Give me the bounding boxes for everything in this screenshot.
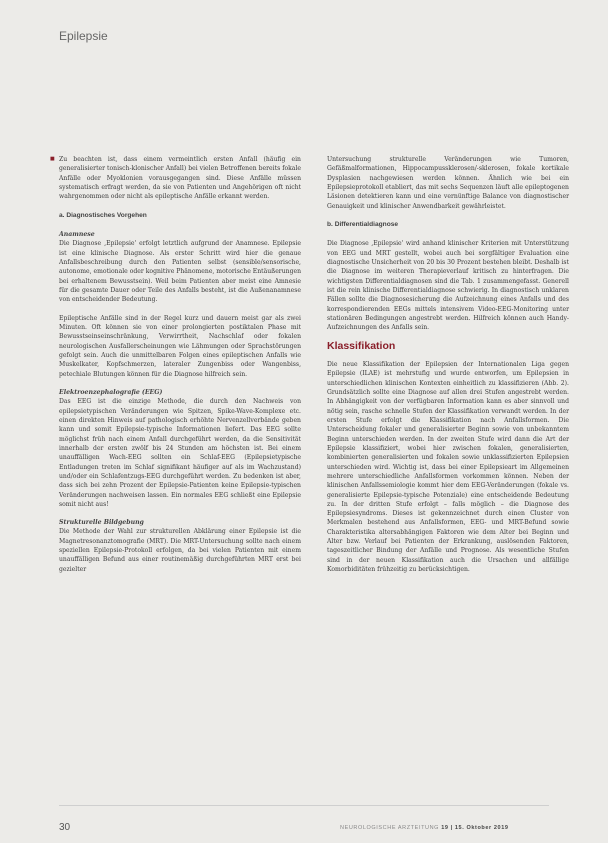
paragraph-differentialdiagnose: Die Diagnose ‚Epilepsie' wird anhand klinischer Kriterien mit Unterstützung von EEG und MRT gestellt, wobei auch bei sorgfältiger Evaluation eine diagnostische Unsicherheit von 20 bis 30 Prozent bestehen bleibt. Deshalb ist die Diagnose im weiteren Therapieverlauf kritisch zu hinterfragen. Die wichtigsten Differentialdiagnosen sind die Tab. 1 zusammengefasst. Generell ist die rein klinische Differentialdiagnose schwierig. In diagnostisch unklaren Fällen sollte die Diagnosesicherung die Aufzeichnung eines Anfalls und des korrespondierenden EEGs mittels intensivem Video-EEG-Monitoring unter stationären Bedingungen angestrebt werden. Hilfreich können auch Handy-Aufzeichnungen des Anfalls sein. xyxy=(327,240,569,332)
subheading-eeg: Elektroenzephalografie (EEG) xyxy=(59,388,163,396)
paragraph-anfaelle: Epileptische Anfälle sind in der Regel kurz und dauern meist gar als zwei Minuten. Oft können sie von einer prolongierten postiktalen Phase mit Bewusstseinseinschränkung, Verwirrtheit, Nachschlaf oder fokalen neurologischen Ausfallerscheinungen wie Lähmungen oder Sprachstörungen gefolgt sein. Auch die unmittelbaren Folgen eines epileptischen Anfalls wie Muskelkater, Kopfschmerzen, lateraler Zungenbiss oder Wangenbiss, petechiale Blutungen können für die Diagnose hilfreich sein. xyxy=(59,314,301,378)
journal-footer xyxy=(340,825,509,831)
subheading-bildgebung: Strukturelle Bildgebung xyxy=(59,519,144,527)
page-number: 30 xyxy=(59,822,71,833)
paragraph-continuation: Untersuchung strukturelle Veränderungen wie Tumoren, Gefäßmalformationen, Hippocampussklerosen/-sklerosen, fokale kortikale Dysplasien nachgewiesen werden können. Ähnlich wie bei ein Epilepsieprotokoll etabliert, das mit sechs Sequenzen läuft alle epileptogenen Läsionen detektieren kann und eine vernünftige Balance von diagnostischer Genauigkeit und klinischer Anwendbarkeit gewährleistet. xyxy=(327,156,569,210)
page-header-title: Epilepsie xyxy=(59,29,108,43)
section-heading-differentialdiagnose: b. Differentialdiagnose xyxy=(327,220,399,228)
paragraph-anamnese: Die Diagnose ‚Epilepsie' erfolgt letztlich aufgrund der Anamnese. Epilepsie ist eine klinische Diagnose. Als erster Schritt wird hier die genaue Anfallsbeschreibung durch den Patienten selbst (sensible/sensorische, autonome, emotionale oder kognitive Phänomene, motorische Entäußerungen bei erhaltenem Bewusstsein). Weil beim Patienten aber meist eine Amnesie für die gesamte Dauer oder Teile des Anfalls besteht, ist die Außenanamnese von entscheidender Bedeutung. xyxy=(59,240,301,304)
paragraph-eeg: Das EEG ist die einzige Methode, die durch den Nachweis von epilepsietypischen Veränderungen wie Spitzen, Spike-Wave-Komplexe etc. einen direkten Hinweis auf pathologisch erhöhte Nervenzellverbände geben kann und somit Epilepsie-typische Informationen liefert. Das EEG sollte möglichst früh nach einem Anfall durchgeführt werden, da die Sensitivität innerhalb der ersten zwölf bis 24 Stunden am höchsten ist. Bei einem unauffälligen Wach-EEG sollten ein Schlaf-EEG (Epilepsietypische Entladungen treten im Schlaf signifikant häufiger auf als im Wachzustand) und/oder ein Schlafentzugs-EEG durchgeführt werden. Zu bedenken ist aber, dass sich bei zehn Prozent der Epilepsie-Patienten keine Epilepsie-typischen Veränderungen nachweisen lassen. Ein normales EEG schließt eine Epilepsie somit nicht aus! xyxy=(59,398,301,508)
left-column xyxy=(59,155,301,583)
paragraph-klassifikation: Die neue Klassifikation der Epilepsien der Internationalen Liga gegen Epilepsie (ILAE) ist mehrstufig und wurde entworfen, um Epilepsien in unterschiedlichen klinischen Kontexten einheitlich zu klassifizieren (Abb. 2). Grundsätzlich sollte eine Diagnose auf allen drei Stufen angestrebt werden. In Abhängigkeit von der verfügbaren Information kann es aber sinnvoll und nötig sein, rasche schnelle Stufen der Klassifikation verwandt werden. In der ersten Stufe erfolgt die Klassifikation nach Anfallsformen. Die Unterscheidung fokaler und generalisierter Beginn sowie von unbekanntem Beginn unterschieden werden. In der zweiten Stufe wird dann die Art der Epilepsie klassifiziert, wobei hier zwischen fokalen, generalisierten, kombinierten generalisierten und fokalen sowie unklassifizierten Epilepsien unterschieden wird. Wichtig ist, dass bei einer Epilepsieart im Allgemeinen mehrere unterschiedliche Anfallsformen vorkommen können. Neben der klinischen Anfallssemiologie kommt hier dem EEG-Veränderungen (fokale vs. generalisierte Epilepsie-typische Potenziale) eine entscheidende Bedeutung zu. In der dritten Stufe erfolgt – falls möglich – die Diagnose des Epilepsiesyndroms. Dieses ist gekennzeichnet durch einen Cluster von Merkmalen bestehend aus Anfallsformen, EEG- und MRT-Befund sowie Charakteristika altersabhängigen Faktoren wie dem Alter bei Beginn und Alter bzw. Verlauf bei Patienten der Erkrankung, auslösenden Faktoren, tageszeitlicher Bindung der Anfälle und Prognose. Als wesentliche Stufen sind in der neuen Klassifikation auch die Ursachen und allfällige Komorbiditäten frühzeitig zu berücksichtigen. xyxy=(327,360,569,574)
heading-klassifikation: Klassifikation xyxy=(327,339,396,352)
journal-issue: 19 | 15. Oktober 2019 xyxy=(441,825,509,831)
subheading-anamnese: Anamnese xyxy=(59,230,95,238)
journal-name: NEUROLOGISCHE ARZTEITUNG xyxy=(340,825,442,831)
intro-paragraph: ■ Zu beachten ist, dass einem vermeintlich ersten Anfall (häufig ein generalisierter tonisch-klonischer Anfall) bei vielen Betroffenen bereits fokale Anfälle oder Myoklonien vorausgegangen sind. Diese Anfälle müssen systematisch erfragt werden, da sie von Patienten und Angehörigen oft nicht wahrgenommen oder nicht als epileptische Anfälle erkannt werden. xyxy=(59,155,301,202)
paragraph-bildgebung: Die Methode der Wahl zur strukturellen Abklärung einer Epilepsie ist die Magnetresonanztomografie (MRT). Die MRT-Untersuchung sollte nach einem speziellen Epilepsie-Protokoll erfolgen, da bei vielen Patienten mit einem unauffälligen Befund aus einer routinemäßig durchgeführten MRT erst bei gezielter xyxy=(59,528,301,573)
footer-divider xyxy=(59,805,549,806)
right-column xyxy=(327,155,569,583)
section-heading-diagnostik: a. Diagnostisches Vorgehen xyxy=(59,211,147,219)
